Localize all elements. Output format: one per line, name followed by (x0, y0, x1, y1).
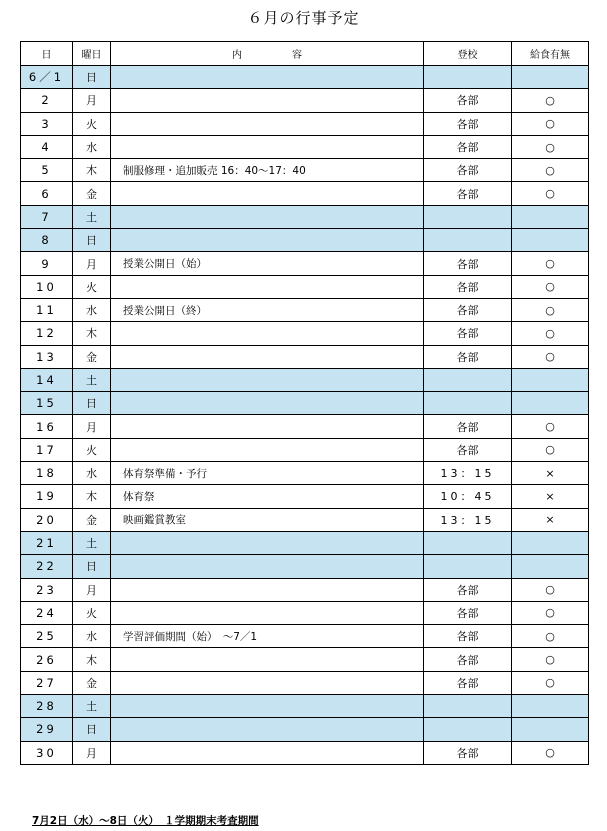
content-cell (111, 648, 424, 671)
content-cell (111, 392, 424, 415)
content-cell (111, 205, 424, 228)
day-cell: 5 (21, 159, 73, 182)
table-row (21, 671, 589, 694)
table-row (21, 345, 589, 368)
weekday-cell: 金 (73, 508, 111, 531)
weekday-cell: 木 (73, 648, 111, 671)
content-cell (111, 182, 424, 205)
schedule-body (21, 66, 589, 765)
content-cell: 映画鑑賞教室 (111, 508, 424, 531)
lunch-cell: ○ (512, 625, 589, 648)
lunch-cell: × (512, 508, 589, 531)
content-cell: 授業公開日（終） (111, 298, 424, 321)
weekday-cell: 水 (73, 298, 111, 321)
weekday-cell: 土 (73, 205, 111, 228)
table-row (21, 298, 589, 321)
attendance-cell: 各部 (424, 252, 512, 275)
weekday-cell: 月 (73, 89, 111, 112)
content-cell: 授業公開日（始） (111, 252, 424, 275)
page-title: ６月の行事予定 (247, 9, 360, 27)
day-cell: 11 (21, 298, 73, 321)
weekday-cell: 土 (73, 368, 111, 391)
table-row (21, 415, 589, 438)
table-row (21, 205, 589, 228)
weekday-cell: 日 (73, 718, 111, 741)
attendance-cell: 各部 (424, 135, 512, 158)
table-row (21, 741, 589, 764)
weekday-cell: 月 (73, 415, 111, 438)
table-row (21, 695, 589, 718)
weekday-cell: 土 (73, 531, 111, 554)
day-cell: 19 (21, 485, 73, 508)
attendance-cell: 各部 (424, 89, 512, 112)
day-cell: 7 (21, 205, 73, 228)
content-cell: 制服修理・追加販売 16：40～17：40 (111, 159, 424, 182)
attendance-cell: 各部 (424, 671, 512, 694)
table-row (21, 368, 589, 391)
content-cell (111, 368, 424, 391)
attendance-cell: 各部 (424, 112, 512, 135)
weekday-cell: 金 (73, 182, 111, 205)
attendance-cell: 各部 (424, 159, 512, 182)
attendance-cell: 各部 (424, 298, 512, 321)
header-date: 日 (21, 42, 73, 66)
weekday-cell: 日 (73, 66, 111, 89)
day-cell: 17 (21, 438, 73, 461)
day-cell: 15 (21, 392, 73, 415)
day-cell: 12 (21, 322, 73, 345)
content-cell: 体育祭準備・予行 (111, 462, 424, 485)
table-row (21, 135, 589, 158)
weekday-cell: 水 (73, 462, 111, 485)
lunch-cell (512, 531, 589, 554)
attendance-cell: 各部 (424, 578, 512, 601)
table-row (21, 531, 589, 554)
weekday-cell: 火 (73, 438, 111, 461)
day-cell: 16 (21, 415, 73, 438)
day-cell: 27 (21, 671, 73, 694)
weekday-cell: 木 (73, 485, 111, 508)
weekday-cell: 火 (73, 601, 111, 624)
lunch-cell: ○ (512, 182, 589, 205)
attendance-cell (424, 718, 512, 741)
content-cell (111, 89, 424, 112)
table-row (21, 555, 589, 578)
lunch-cell: ○ (512, 135, 589, 158)
lunch-cell: ○ (512, 601, 589, 624)
weekday-cell: 月 (73, 741, 111, 764)
content-cell (111, 229, 424, 252)
table-row (21, 89, 589, 112)
day-cell: 23 (21, 578, 73, 601)
content-cell (111, 66, 424, 89)
lunch-cell (512, 368, 589, 391)
table-row (21, 625, 589, 648)
weekday-cell: 木 (73, 322, 111, 345)
lunch-cell: ○ (512, 322, 589, 345)
day-cell: 21 (21, 531, 73, 554)
attendance-cell: 各部 (424, 741, 512, 764)
content-cell (111, 671, 424, 694)
day-cell: 6 (21, 182, 73, 205)
content-cell (111, 555, 424, 578)
lunch-cell (512, 555, 589, 578)
attendance-cell: 各部 (424, 648, 512, 671)
attendance-cell (424, 205, 512, 228)
day-cell: 14 (21, 368, 73, 391)
attendance-cell: 各部 (424, 275, 512, 298)
weekday-cell: 日 (73, 229, 111, 252)
lunch-cell: ○ (512, 112, 589, 135)
weekday-cell: 火 (73, 275, 111, 298)
table-row (21, 275, 589, 298)
lunch-cell: ○ (512, 741, 589, 764)
attendance-cell: 各部 (424, 438, 512, 461)
lunch-cell: ○ (512, 671, 589, 694)
day-cell: 25 (21, 625, 73, 648)
lunch-cell: ○ (512, 89, 589, 112)
lunch-cell: ○ (512, 252, 589, 275)
attendance-cell: 各部 (424, 415, 512, 438)
table-row (21, 229, 589, 252)
table-row (21, 485, 589, 508)
weekday-cell: 月 (73, 252, 111, 275)
day-cell: 24 (21, 601, 73, 624)
table-row (21, 718, 589, 741)
weekday-cell: 火 (73, 112, 111, 135)
day-cell: 8 (21, 229, 73, 252)
lunch-cell: ○ (512, 648, 589, 671)
day-cell: 2 (21, 89, 73, 112)
schedule-table (20, 41, 589, 765)
table-row (21, 438, 589, 461)
day-cell: 13 (21, 345, 73, 368)
weekday-cell: 木 (73, 159, 111, 182)
content-cell (111, 345, 424, 368)
day-cell: 4 (21, 135, 73, 158)
weekday-cell: 日 (73, 392, 111, 415)
attendance-cell (424, 229, 512, 252)
lunch-cell: ○ (512, 345, 589, 368)
attendance-cell: 13：15 (424, 462, 512, 485)
content-cell (111, 695, 424, 718)
header-content: 内 容 (111, 42, 424, 66)
lunch-cell: × (512, 485, 589, 508)
content-cell (111, 531, 424, 554)
attendance-cell (424, 368, 512, 391)
weekday-cell: 土 (73, 695, 111, 718)
attendance-cell (424, 555, 512, 578)
content-cell (111, 135, 424, 158)
day-cell: 26 (21, 648, 73, 671)
weekday-cell: 日 (73, 555, 111, 578)
weekday-cell: 水 (73, 625, 111, 648)
content-cell (111, 415, 424, 438)
table-row (21, 322, 589, 345)
content-cell (111, 578, 424, 601)
day-cell: 20 (21, 508, 73, 531)
attendance-cell: 各部 (424, 322, 512, 345)
table-row (21, 392, 589, 415)
attendance-cell (424, 531, 512, 554)
day-cell: 30 (21, 741, 73, 764)
weekday-cell: 水 (73, 135, 111, 158)
attendance-cell (424, 695, 512, 718)
day-cell: 6／1 (21, 66, 73, 89)
day-cell: 29 (21, 718, 73, 741)
day-cell: 28 (21, 695, 73, 718)
table-header-row (21, 42, 589, 66)
table-row (21, 66, 589, 89)
content-cell (111, 601, 424, 624)
table-row (21, 578, 589, 601)
weekday-cell: 金 (73, 345, 111, 368)
attendance-cell: 10：45 (424, 485, 512, 508)
lunch-cell: ○ (512, 438, 589, 461)
table-row (21, 112, 589, 135)
lunch-cell (512, 66, 589, 89)
table-row (21, 252, 589, 275)
day-cell: 3 (21, 112, 73, 135)
lunch-cell: ○ (512, 578, 589, 601)
attendance-cell (424, 66, 512, 89)
lunch-cell (512, 205, 589, 228)
table-row (21, 159, 589, 182)
content-cell: 体育祭 (111, 485, 424, 508)
day-cell: 22 (21, 555, 73, 578)
content-cell (111, 322, 424, 345)
day-cell: 18 (21, 462, 73, 485)
content-cell (111, 275, 424, 298)
attendance-cell (424, 392, 512, 415)
attendance-cell: 13：15 (424, 508, 512, 531)
weekday-cell: 金 (73, 671, 111, 694)
content-cell (111, 741, 424, 764)
attendance-cell: 各部 (424, 601, 512, 624)
lunch-cell (512, 229, 589, 252)
attendance-cell: 各部 (424, 345, 512, 368)
content-cell: 学習評価期間（始） ～7／1 (111, 625, 424, 648)
header-lunch: 給食有無 (512, 42, 589, 66)
lunch-cell: ○ (512, 275, 589, 298)
weekday-cell: 月 (73, 578, 111, 601)
day-cell: 10 (21, 275, 73, 298)
table-row (21, 601, 589, 624)
content-cell (111, 438, 424, 461)
lunch-cell (512, 718, 589, 741)
table-row (21, 462, 589, 485)
content-cell (111, 112, 424, 135)
attendance-cell: 各部 (424, 182, 512, 205)
table-row (21, 182, 589, 205)
lunch-cell (512, 392, 589, 415)
table-row (21, 508, 589, 531)
lunch-cell: × (512, 462, 589, 485)
content-cell (111, 718, 424, 741)
table-row (21, 648, 589, 671)
lunch-cell: ○ (512, 159, 589, 182)
header-attendance: 登校 (424, 42, 512, 66)
attendance-cell: 各部 (424, 625, 512, 648)
lunch-cell: ○ (512, 298, 589, 321)
lunch-cell (512, 695, 589, 718)
lunch-cell: ○ (512, 415, 589, 438)
header-weekday: 曜日 (73, 42, 111, 66)
day-cell: 9 (21, 252, 73, 275)
exam-period-note: 7月2日（水）～8日（火） １学期期末考査期間 (32, 815, 259, 827)
